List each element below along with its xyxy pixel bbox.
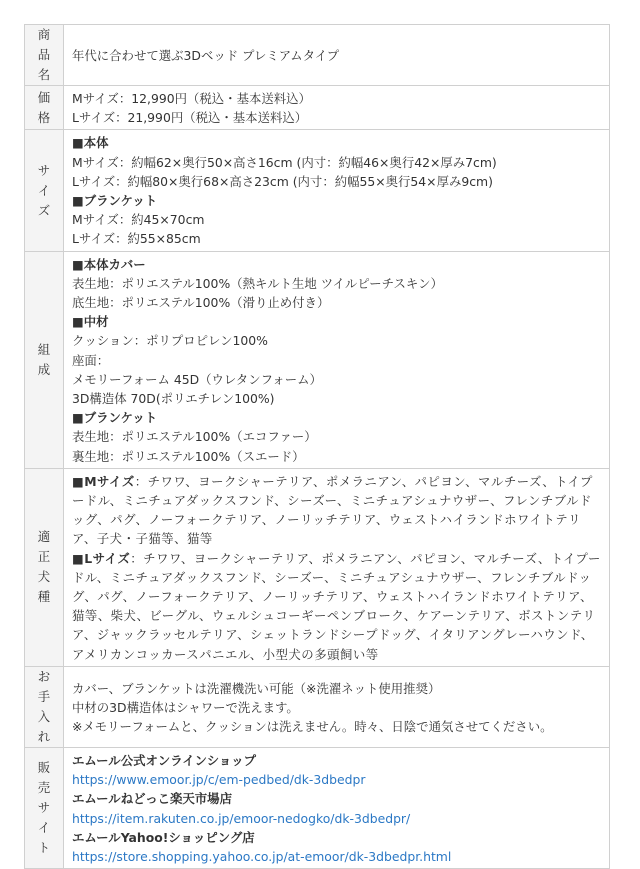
spec-line: 底生地：ポリエステル100%（滑り止め付き） xyxy=(72,295,330,311)
header-char: 犬 xyxy=(37,569,51,585)
spec-line: Lサイズ：約55×85cm xyxy=(72,231,201,247)
header-char: 成 xyxy=(37,361,51,377)
section-heading: ■本体カバー xyxy=(72,256,146,272)
spec-row-product-name xyxy=(25,25,610,86)
spec-header-cell xyxy=(25,747,64,868)
spec-value-cell xyxy=(64,666,610,747)
spec-line: カバー、ブランケットは洗濯機洗い可能（※洗濯ネット使用推奨） xyxy=(72,680,441,696)
spec-header-cell xyxy=(25,86,64,130)
spec-line: Mサイズ：約幅62×奥行50×高さ16cm (内寸：約幅46×奥行42×厚み7cm) xyxy=(72,154,497,170)
header-char: ズ xyxy=(37,202,51,218)
spec-value-cell xyxy=(64,25,610,86)
spec-row-sales-sites xyxy=(25,747,610,868)
section-heading: ■本体 xyxy=(72,135,109,151)
shop-name: エムール公式オンラインショップ xyxy=(72,752,257,768)
size-label: ■Mサイズ xyxy=(72,473,135,489)
spec-row-price xyxy=(25,86,610,130)
spec-value-cell xyxy=(64,130,610,251)
shop-link-yahoo[interactable]: https://store.shopping.yahoo.co.jp/at-emoor/dk-3dbedpr.html xyxy=(72,848,452,864)
shop-link-rakuten[interactable]: https://item.rakuten.co.jp/emoor-nedogko/dk-3dbedpr/ xyxy=(72,810,411,826)
spec-line: 表生地：ポリエステル100%（熱キルト生地 ツイルピーチスキン） xyxy=(72,275,443,291)
section-heading: ■ブランケット xyxy=(72,193,158,209)
header-char: れ xyxy=(37,728,51,744)
size-label: ■Lサイズ xyxy=(72,550,131,566)
header-char: 商 xyxy=(37,27,51,42)
header-char: 手 xyxy=(37,688,51,704)
header-char: 適 xyxy=(37,529,51,545)
header-char: 売 xyxy=(37,780,51,795)
spec-value-cell xyxy=(64,747,610,868)
spec-line: 表生地：ポリエステル100%（エコファー） xyxy=(72,429,317,445)
section-heading: ■ブランケット xyxy=(72,410,158,426)
breed-list: ：チワワ、ヨークシャーテリア、ポメラニアン、パピヨン、マルチーズ、トイプードル、ミニチュアダックスフンド、シーズー、ミニチュアシュナウザー、フレンチブルドッグ、パグ、ノーフォークテリア、ノーリッチテリア、ウェストハイランドホワイトテリア、猫等、柴犬、ビーグル、ウェルシュコーギーペンブローク、ケアーンテリア、ボストンテリア、ジャックラッセルテリア、シェットランドシープドッグ、イタリアングレーハウンド、アメリカンコッカースパニエル、小型犬の多頭飼い等 xyxy=(72,550,601,662)
spec-line: 年代に合わせて選ぶ3Dベッド プレミアムタイプ xyxy=(72,47,340,63)
header-char: ト xyxy=(37,840,51,855)
spec-line: Mサイズ：約45×70cm xyxy=(72,212,205,228)
spec-row-breeds xyxy=(25,468,610,666)
spec-line: メモリーフォーム 45D（ウレタンフォーム） xyxy=(72,371,322,387)
spec-line: ※メモリーフォームと、クッションは洗えません。時々、日陰で通気させてください。 xyxy=(72,718,553,734)
shop-name: エムールYahoo!ショッピング店 xyxy=(72,829,255,845)
header-char: 販 xyxy=(37,760,51,775)
spec-row-care xyxy=(25,666,610,747)
spec-header-cell xyxy=(25,468,64,666)
breed-paragraph-l xyxy=(72,549,601,664)
shop-link-official[interactable]: https://www.emoor.jp/c/em-pedbed/dk-3dbedpr xyxy=(72,772,366,788)
spec-row-size xyxy=(25,130,610,251)
spec-line: Mサイズ：12,990円（税込・基本送料込） xyxy=(72,91,311,106)
spec-value-cell xyxy=(64,86,610,130)
header-char: 種 xyxy=(37,589,51,605)
spec-value-cell xyxy=(64,468,610,666)
header-char: 正 xyxy=(37,549,51,565)
breed-list: ：チワワ、ヨークシャーテリア、ポメラニアン、パピヨン、マルチーズ、トイプードル、ミニチュアダックスフンド、シーズー、ミニチュアシュナウザー、フレンチブルドッグ、パグ、ノーフォークテリア、ノーリッチテリア、ウェストハイランドホワイトテリア、子犬・子猫等、猫等 xyxy=(72,473,593,547)
header-char: 名 xyxy=(37,67,51,82)
header-char: サ xyxy=(37,800,51,815)
header-char: 品 xyxy=(37,47,51,62)
spec-header-cell xyxy=(25,25,64,86)
spec-line: 座面： xyxy=(72,352,110,368)
spec-line: Lサイズ：21,990円（税込・基本送料込） xyxy=(72,110,308,126)
spec-line: 裏生地：ポリエステル100%（スエード） xyxy=(72,448,305,464)
spec-header-cell xyxy=(25,251,64,468)
spec-line: クッション：ポリプロピレン100% xyxy=(72,333,268,349)
header-char: イ xyxy=(37,820,51,835)
section-heading: ■中材 xyxy=(72,314,109,330)
product-spec-table xyxy=(24,24,610,869)
shop-name: エムールねどっこ楽天市場店 xyxy=(72,791,232,807)
spec-value-cell xyxy=(64,251,610,468)
spec-header-cell xyxy=(25,130,64,251)
spec-line: Lサイズ：約幅80×奥行68×高さ23cm (内寸：約幅55×奥行54×厚み9cm) xyxy=(72,173,493,189)
header-char: 価 xyxy=(37,89,51,105)
header-char: 組 xyxy=(37,341,51,357)
header-char: 格 xyxy=(37,109,51,125)
spec-line: 3D構造体 70D(ポリエチレン100%) xyxy=(72,391,275,407)
header-char: お xyxy=(37,668,51,684)
spec-header-cell xyxy=(25,666,64,747)
spec-line: 中材の3D構造体はシャワーで洗えます。 xyxy=(72,699,299,715)
breed-paragraph-m xyxy=(72,472,601,549)
spec-row-composition xyxy=(25,251,610,468)
header-char: サ xyxy=(37,162,51,178)
header-char: 入 xyxy=(37,708,51,724)
header-char: イ xyxy=(37,182,51,198)
